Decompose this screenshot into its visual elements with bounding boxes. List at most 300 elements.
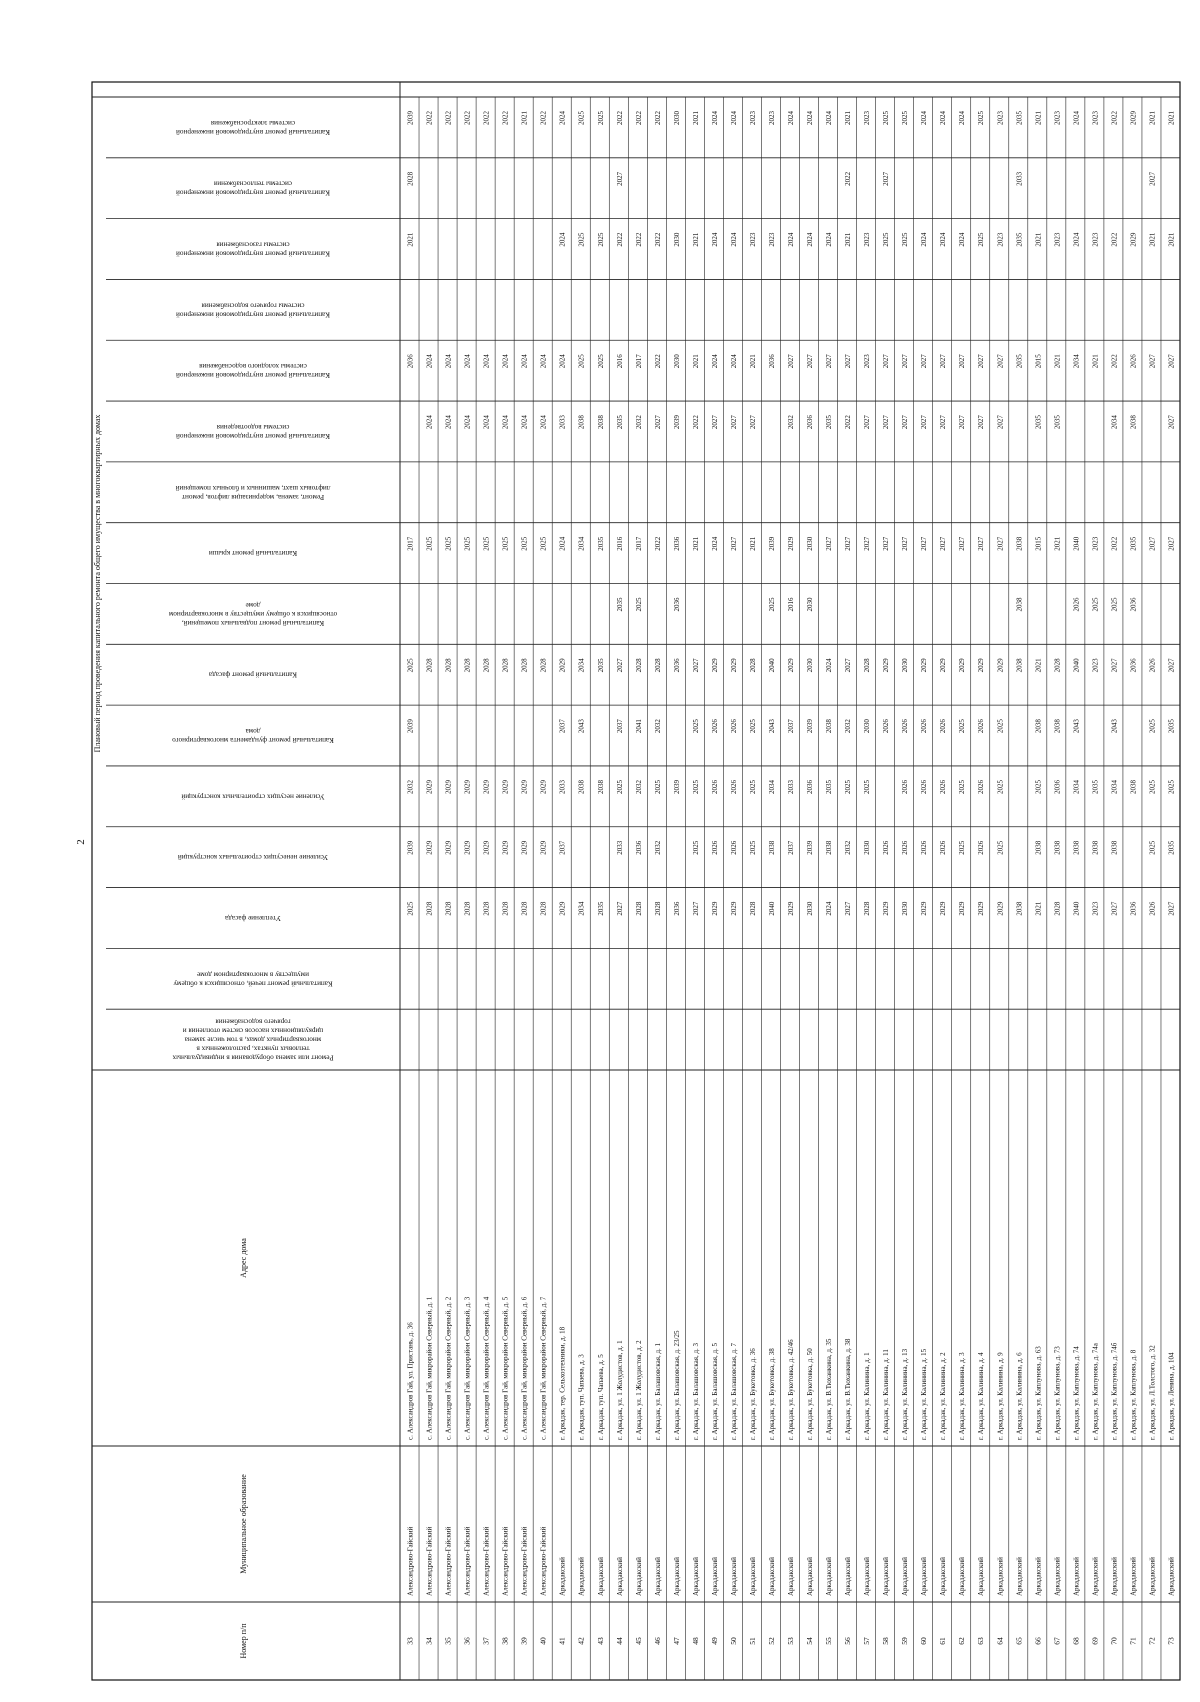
row-mo: Аркадакский xyxy=(596,1557,605,1596)
year-cell: 2024 xyxy=(1072,111,1081,125)
year-cell: 2023 xyxy=(863,111,872,125)
year-cell: 2025 xyxy=(996,719,1005,734)
row-address: г. Аркадак, ул. Калинина, д. 13 xyxy=(901,1348,910,1440)
year-cell: 2021 xyxy=(844,111,853,125)
year-cell: 2029 xyxy=(920,901,929,916)
row-address: г. Аркадак, ул. Калинина, д. 3 xyxy=(958,1352,967,1440)
year-cell: 2024 xyxy=(729,111,738,125)
year-cell: 2025 xyxy=(425,536,434,551)
year-cell: 2024 xyxy=(520,354,529,369)
row-mo: Аркадакский xyxy=(863,1557,872,1596)
year-cell: 2025 xyxy=(406,901,415,916)
year-cell: 2024 xyxy=(463,354,472,369)
year-cell: 2024 xyxy=(539,415,548,430)
row-number: 73 xyxy=(1166,1637,1176,1645)
year-cell: 2027 xyxy=(977,354,986,369)
row-number: 41 xyxy=(557,1637,567,1645)
year-cell: 2029 xyxy=(958,658,967,673)
year-cell: 2026 xyxy=(977,779,986,794)
work-col-header xyxy=(176,423,330,440)
year-cell: 2027 xyxy=(806,354,815,369)
year-cell: 2030 xyxy=(672,232,681,247)
year-cell: 2027 xyxy=(863,415,872,430)
year-cell: 2022 xyxy=(653,232,662,247)
year-cell: 2029 xyxy=(882,658,891,673)
year-cell: 2025 xyxy=(901,232,910,247)
year-cell: 2029 xyxy=(939,658,948,673)
year-cell: 2035 xyxy=(1167,719,1176,734)
year-cell: 2028 xyxy=(463,658,472,673)
year-cell: 2028 xyxy=(501,658,510,673)
year-cell: 2024 xyxy=(825,111,834,125)
year-cell: 2029 xyxy=(977,658,986,673)
svg-text:Капитальный ремонт фундамента: Капитальный ремонт фундамента многоквартирногодома xyxy=(172,727,334,745)
row-mo: Аркадакский xyxy=(653,1557,662,1596)
work-col-header xyxy=(176,362,330,379)
row-mo: Александрово-Гайский xyxy=(444,1526,453,1596)
year-cell: 2027 xyxy=(1167,415,1176,430)
header-address: Адрес дома xyxy=(239,1238,248,1278)
year-cell: 2027 xyxy=(939,536,948,551)
year-cell: 2017 xyxy=(406,536,415,551)
header-num: Номер п/п xyxy=(239,1623,248,1659)
year-cell: 2021 xyxy=(406,232,415,247)
year-cell: 2025 xyxy=(1148,719,1157,734)
year-cell: 2024 xyxy=(806,232,815,247)
year-cell: 2027 xyxy=(787,354,795,369)
year-cell: 2035 xyxy=(1091,779,1100,794)
year-cell: 2028 xyxy=(425,901,434,916)
year-cell: 2021 xyxy=(1091,354,1100,369)
year-cell: 2024 xyxy=(1072,232,1081,247)
year-cell: 2024 xyxy=(787,111,795,125)
work-col-header xyxy=(178,853,328,861)
year-cell: 2025 xyxy=(463,536,472,551)
year-cell: 2028 xyxy=(1053,901,1062,916)
year-cell: 2035 xyxy=(615,597,624,612)
row-mo: Аркадакский xyxy=(787,1557,795,1596)
year-cell: 2024 xyxy=(939,232,948,247)
year-cell: 2025 xyxy=(977,111,986,125)
year-cell: 2022 xyxy=(1110,111,1119,125)
work-col-header xyxy=(168,601,337,627)
year-cell: 2027 xyxy=(977,536,986,551)
year-cell: 2027 xyxy=(996,415,1005,430)
year-cell: 2026 xyxy=(977,719,986,734)
row-number: 61 xyxy=(938,1637,948,1645)
year-cell: 2021 xyxy=(1167,232,1176,247)
row-address: г. Аркадак, ул. Каплунова, д. 73 xyxy=(1053,1346,1062,1440)
row-number: 50 xyxy=(728,1637,738,1645)
row-address: г. Аркадак, ул. Ленина, д. 104 xyxy=(1167,1352,1176,1440)
row-number: 65 xyxy=(1014,1637,1024,1645)
year-cell: 2021 xyxy=(844,232,853,247)
year-cell: 2029 xyxy=(710,901,719,916)
year-cell: 2026 xyxy=(939,719,948,734)
year-cell: 2027 xyxy=(939,354,948,369)
year-cell: 2022 xyxy=(653,354,662,369)
year-cell: 2033 xyxy=(1015,171,1024,186)
row-address: г. Аркадак, ул. Калинина, д. 15 xyxy=(920,1348,929,1440)
year-cell: 2025 xyxy=(882,111,891,125)
row-mo: Аркадакский xyxy=(806,1557,815,1596)
year-cell: 2028 xyxy=(863,658,872,673)
year-cell: 2029 xyxy=(977,901,986,916)
year-cell: 2035 xyxy=(1167,840,1176,855)
row-address: с. Александров Гай, микрорайон Северный, д. 5 xyxy=(501,1296,510,1440)
year-cell: 2033 xyxy=(615,840,624,855)
year-cell: 2034 xyxy=(577,536,586,551)
year-cell: 2026 xyxy=(710,719,719,734)
year-cell: 2029 xyxy=(558,658,567,673)
row-mo: Аркадакский xyxy=(977,1557,986,1596)
year-cell: 2022 xyxy=(425,111,434,125)
row-number: 34 xyxy=(424,1637,434,1645)
year-cell: 2039 xyxy=(806,719,815,734)
year-cell: 2038 xyxy=(1015,658,1024,673)
year-cell: 2026 xyxy=(920,779,929,794)
row-number: 40 xyxy=(538,1637,548,1645)
year-cell: 2027 xyxy=(901,415,910,430)
year-cell: 2022 xyxy=(482,111,491,125)
year-cell: 2017 xyxy=(634,536,643,551)
row-address: г. Аркадак, ул. Каплунова, д. 74 xyxy=(1072,1346,1081,1440)
year-cell: 2023 xyxy=(996,232,1005,247)
year-cell: 2037 xyxy=(615,719,624,734)
svg-text:Капитальный ремонт подвальных: Капитальный ремонт подвальных помещений,относящихся к общему имуществу в многоквартирномдоме xyxy=(168,600,338,627)
year-cell: 2038 xyxy=(1129,415,1138,430)
row-mo: Аркадакский xyxy=(558,1557,567,1596)
work-col-header xyxy=(181,792,324,800)
year-cell: 2027 xyxy=(691,658,700,673)
year-cell: 2026 xyxy=(1072,597,1081,612)
svg-text:Капитальный ремонт фасада: Капитальный ремонт фасада xyxy=(208,670,298,679)
year-cell: 2025 xyxy=(596,232,605,247)
svg-text:Капитальный ремонт внутридомов: Капитальный ремонт внутридомовой инженернойсистемы газоснабжения xyxy=(176,240,330,258)
row-number: 59 xyxy=(900,1637,910,1645)
row-mo: Александрово-Гайский xyxy=(406,1526,415,1596)
row-number: 46 xyxy=(652,1637,662,1645)
year-cell: 2024 xyxy=(920,232,929,247)
year-cell: 2028 xyxy=(539,658,548,673)
work-col-header xyxy=(173,970,333,987)
header-mo: Муниципальное образование xyxy=(239,1474,248,1574)
year-cell: 2023 xyxy=(767,232,776,247)
year-cell: 2027 xyxy=(958,354,967,369)
row-mo: Аркадакский xyxy=(1091,1557,1100,1596)
year-cell: 2039 xyxy=(406,840,415,855)
row-address: г. Аркадак, тер. Сельхозтехники, д. 18 xyxy=(558,1326,567,1440)
year-cell: 2035 xyxy=(596,901,605,916)
year-cell: 2038 xyxy=(577,779,586,794)
year-cell: 2029 xyxy=(482,840,491,855)
svg-text:Усиление несущих строительных: Усиление несущих строительных конструкций xyxy=(181,792,325,801)
svg-text:Капитальный ремонт печей, отно: Капитальный ремонт печей, относящихся к общемуимуществу в многоквартирном доме xyxy=(173,970,333,988)
row-address: г. Аркадак, ул. Букетовка, д. 42/46 xyxy=(787,1339,795,1440)
year-cell: 2021 xyxy=(1053,536,1062,551)
year-cell: 2028 xyxy=(482,901,491,916)
row-mo: Аркадакский xyxy=(1148,1557,1157,1596)
year-cell: 2029 xyxy=(787,901,795,916)
year-cell: 2036 xyxy=(1129,597,1138,612)
year-cell: 2027 xyxy=(920,536,929,551)
row-number: 38 xyxy=(500,1637,510,1645)
year-cell: 2025 xyxy=(634,597,643,612)
year-cell: 2024 xyxy=(558,354,567,369)
year-cell: 2028 xyxy=(425,658,434,673)
year-cell: 2043 xyxy=(767,719,776,734)
row-number: 45 xyxy=(633,1637,643,1645)
year-cell: 2026 xyxy=(710,840,719,855)
year-cell: 2028 xyxy=(748,901,757,916)
year-cell: 2026 xyxy=(1148,901,1157,916)
year-cell: 2021 xyxy=(1053,354,1062,369)
year-cell: 2023 xyxy=(1053,232,1062,247)
row-address: с. Александров Гай, микрорайон Северный, д. 1 xyxy=(425,1296,434,1440)
svg-text:Ремонт, замена, модернизация л: Ремонт, замена, модернизация лифтов, ремонтлифтовых шахт, машинных и блочных помещений xyxy=(175,483,331,501)
year-cell: 2024 xyxy=(825,232,834,247)
work-col-header xyxy=(176,119,330,136)
row-number: 60 xyxy=(919,1637,929,1645)
year-cell: 2038 xyxy=(577,415,586,430)
year-cell: 2027 xyxy=(710,415,719,430)
year-cell: 2027 xyxy=(691,901,700,916)
page-number: 2 xyxy=(74,839,87,845)
year-cell: 2022 xyxy=(615,111,624,125)
row-number: 57 xyxy=(862,1637,872,1645)
year-cell: 2032 xyxy=(787,415,795,430)
year-cell: 2029 xyxy=(1129,111,1138,125)
year-cell: 2025 xyxy=(444,536,453,551)
row-address: г. Аркадак, ул. Л.Толстого, д. 32 xyxy=(1148,1345,1157,1440)
year-cell: 2027 xyxy=(882,536,891,551)
year-cell: 2027 xyxy=(1110,901,1119,916)
year-cell: 2028 xyxy=(863,901,872,916)
year-cell: 2036 xyxy=(806,415,815,430)
year-cell: 2038 xyxy=(1015,901,1024,916)
row-mo: Александрово-Гайский xyxy=(520,1526,529,1596)
year-cell: 2029 xyxy=(920,658,929,673)
year-cell: 2021 xyxy=(1034,658,1043,673)
year-cell: 2033 xyxy=(558,415,567,430)
year-cell: 2028 xyxy=(634,901,643,916)
year-cell: 2023 xyxy=(863,232,872,247)
year-cell: 2027 xyxy=(882,415,891,430)
year-cell: 2030 xyxy=(806,658,815,673)
table-title: Плановый период проведения капитального ремонта общего имущества в многоквартирных домах xyxy=(93,414,102,753)
year-cell: 2038 xyxy=(1015,597,1024,612)
year-cell: 2035 xyxy=(825,415,834,430)
row-address: г. Аркадак, ул. Каплунова, д. 63 xyxy=(1034,1346,1043,1440)
row-mo: Аркадакский xyxy=(920,1557,929,1596)
year-cell: 2038 xyxy=(1053,840,1062,855)
year-cell: 2023 xyxy=(1091,232,1100,247)
year-cell: 2025 xyxy=(501,536,510,551)
year-cell: 2036 xyxy=(634,840,643,855)
row-mo: Аркадакский xyxy=(615,1557,624,1596)
row-mo: Аркадакский xyxy=(1167,1557,1176,1596)
year-cell: 2022 xyxy=(691,415,700,430)
year-cell: 2027 xyxy=(920,415,929,430)
year-cell: 2035 xyxy=(1015,354,1024,369)
row-mo: Аркадакский xyxy=(882,1557,891,1596)
year-cell: 2021 xyxy=(1034,111,1043,125)
row-address: с. Александров Гай, ул. Пристань, д. 36 xyxy=(406,1322,415,1440)
year-cell: 2026 xyxy=(920,840,929,855)
year-cell: 2027 xyxy=(748,415,757,430)
year-cell: 2025 xyxy=(577,354,586,369)
row-address: г. Аркадак, ул. Калинина, д. 6 xyxy=(1015,1352,1024,1440)
row-mo: Аркадакский xyxy=(767,1557,776,1596)
year-cell: 2021 xyxy=(520,111,529,125)
year-cell: 2025 xyxy=(977,232,986,247)
work-col-header xyxy=(176,301,330,318)
year-cell: 2038 xyxy=(1129,779,1138,794)
year-cell: 2036 xyxy=(672,536,681,551)
year-cell: 2035 xyxy=(596,658,605,673)
year-cell: 2027 xyxy=(844,536,853,551)
year-cell: 2034 xyxy=(1110,415,1119,430)
year-cell: 2038 xyxy=(825,840,834,855)
svg-text:Усиление ненесущих строительны: Усиление ненесущих строительных конструкций xyxy=(177,853,329,862)
year-cell: 2027 xyxy=(729,415,738,430)
row-number: 67 xyxy=(1052,1637,1062,1645)
year-cell: 2028 xyxy=(482,658,491,673)
year-cell: 2035 xyxy=(1015,232,1024,247)
year-cell: 2039 xyxy=(672,415,681,430)
row-address: с. Александров Гай, микрорайон Северный, д. 4 xyxy=(482,1296,491,1440)
year-cell: 2025 xyxy=(1110,597,1119,612)
row-address: г. Аркадак, ул. Букетовка, д. 36 xyxy=(748,1348,757,1440)
year-cell: 2016 xyxy=(615,536,624,551)
year-cell: 2027 xyxy=(1148,354,1157,369)
row-number: 64 xyxy=(995,1637,1005,1645)
year-cell: 2027 xyxy=(901,354,910,369)
year-cell: 2029 xyxy=(558,901,567,916)
row-mo: Аркадакский xyxy=(577,1557,586,1596)
row-mo: Аркадакский xyxy=(1072,1557,1081,1596)
row-number: 69 xyxy=(1090,1637,1100,1645)
year-cell: 2015 xyxy=(1034,354,1043,369)
year-cell: 2023 xyxy=(748,232,757,247)
year-cell: 2021 xyxy=(1148,111,1157,125)
year-cell: 2025 xyxy=(596,111,605,125)
year-cell: 2024 xyxy=(710,111,719,125)
year-cell: 2024 xyxy=(501,354,510,369)
row-number: 54 xyxy=(805,1637,815,1645)
year-cell: 2023 xyxy=(1091,901,1100,916)
row-number: 62 xyxy=(957,1637,967,1645)
year-cell: 2026 xyxy=(1129,354,1138,369)
year-cell: 2025 xyxy=(958,840,967,855)
row-address: г. Аркадак, ул. Калинина, д. 2 xyxy=(939,1352,948,1440)
year-cell: 2029 xyxy=(539,840,548,855)
year-cell: 2026 xyxy=(901,840,910,855)
row-number: 71 xyxy=(1128,1637,1138,1645)
year-cell: 2027 xyxy=(844,901,853,916)
year-cell: 2026 xyxy=(882,719,891,734)
work-col-header xyxy=(175,484,330,501)
row-mo: Аркадакский xyxy=(1129,1557,1138,1596)
row-address: с. Александров Гай, микрорайон Северный, д. 6 xyxy=(520,1296,529,1440)
row-number: 49 xyxy=(709,1637,719,1645)
year-cell: 2034 xyxy=(1110,779,1119,794)
year-cell: 2036 xyxy=(406,354,415,369)
year-cell: 2038 xyxy=(1110,840,1119,855)
year-cell: 2025 xyxy=(1091,597,1100,612)
row-number: 48 xyxy=(690,1637,700,1645)
row-address: г. Аркадак, ул. В.Тюханкина, д. 38 xyxy=(844,1338,853,1440)
row-mo: Аркадакский xyxy=(634,1557,643,1596)
year-cell: 2028 xyxy=(501,901,510,916)
year-cell: 2024 xyxy=(729,354,738,369)
year-cell: 2040 xyxy=(767,658,776,673)
year-cell: 2024 xyxy=(558,232,567,247)
row-address: г. Аркадак, ул. Балашовская, д. 5 xyxy=(710,1342,719,1440)
year-cell: 2029 xyxy=(463,779,472,794)
year-cell: 2025 xyxy=(577,232,586,247)
year-cell: 2037 xyxy=(558,840,567,855)
year-cell: 2025 xyxy=(767,597,776,612)
year-cell: 2028 xyxy=(1053,658,1062,673)
year-cell: 2026 xyxy=(901,779,910,794)
year-cell: 2030 xyxy=(901,901,910,916)
year-cell: 2022 xyxy=(539,111,548,125)
row-address: г. Аркадак, ул. Букетовка, д. 50 xyxy=(806,1348,815,1440)
year-cell: 2026 xyxy=(939,840,948,855)
year-cell: 2028 xyxy=(539,901,548,916)
year-cell: 2034 xyxy=(1072,354,1081,369)
year-cell: 2035 xyxy=(825,779,834,794)
row-number: 72 xyxy=(1147,1637,1157,1645)
year-cell: 2028 xyxy=(653,901,662,916)
year-cell: 2028 xyxy=(653,658,662,673)
year-cell: 2030 xyxy=(672,111,681,125)
svg-text:Капитальный ремонт внутридомов: Капитальный ремонт внутридомовой инженернойсистемы теплоснабжения xyxy=(176,179,330,197)
year-cell: 2021 xyxy=(691,232,700,247)
year-cell: 2029 xyxy=(501,779,510,794)
row-address: с. Александров Гай, микрорайон Северный, д. 2 xyxy=(444,1296,453,1440)
year-cell: 2024 xyxy=(958,232,967,247)
year-cell: 2015 xyxy=(1034,536,1043,551)
year-cell: 2025 xyxy=(901,111,910,125)
year-cell: 2024 xyxy=(710,354,719,369)
year-cell: 2023 xyxy=(996,111,1005,125)
row-number: 37 xyxy=(481,1637,491,1645)
row-mo: Александрово-Гайский xyxy=(501,1526,510,1596)
svg-text:Утепление фасада: Утепление фасада xyxy=(225,913,281,922)
year-cell: 2038 xyxy=(596,779,605,794)
year-cell: 2024 xyxy=(539,354,548,369)
work-col-header xyxy=(208,671,297,679)
row-address: с. Александров Гай, микрорайон Северный, д. 7 xyxy=(539,1296,548,1440)
year-cell: 2027 xyxy=(825,354,834,369)
year-cell: 2043 xyxy=(1072,719,1081,734)
row-number: 42 xyxy=(576,1637,586,1645)
year-cell: 2027 xyxy=(901,536,910,551)
year-cell: 2027 xyxy=(615,658,624,673)
year-cell: 2027 xyxy=(1167,536,1176,551)
year-cell: 2022 xyxy=(615,232,624,247)
year-cell: 2028 xyxy=(520,658,529,673)
year-cell: 2029 xyxy=(939,901,948,916)
work-col-header xyxy=(176,180,330,197)
row-number: 47 xyxy=(671,1637,681,1645)
work-col-header xyxy=(224,914,281,922)
year-cell: 2022 xyxy=(444,111,453,125)
year-cell: 2030 xyxy=(863,840,872,855)
row-mo: Александрово-Гайский xyxy=(425,1526,434,1596)
